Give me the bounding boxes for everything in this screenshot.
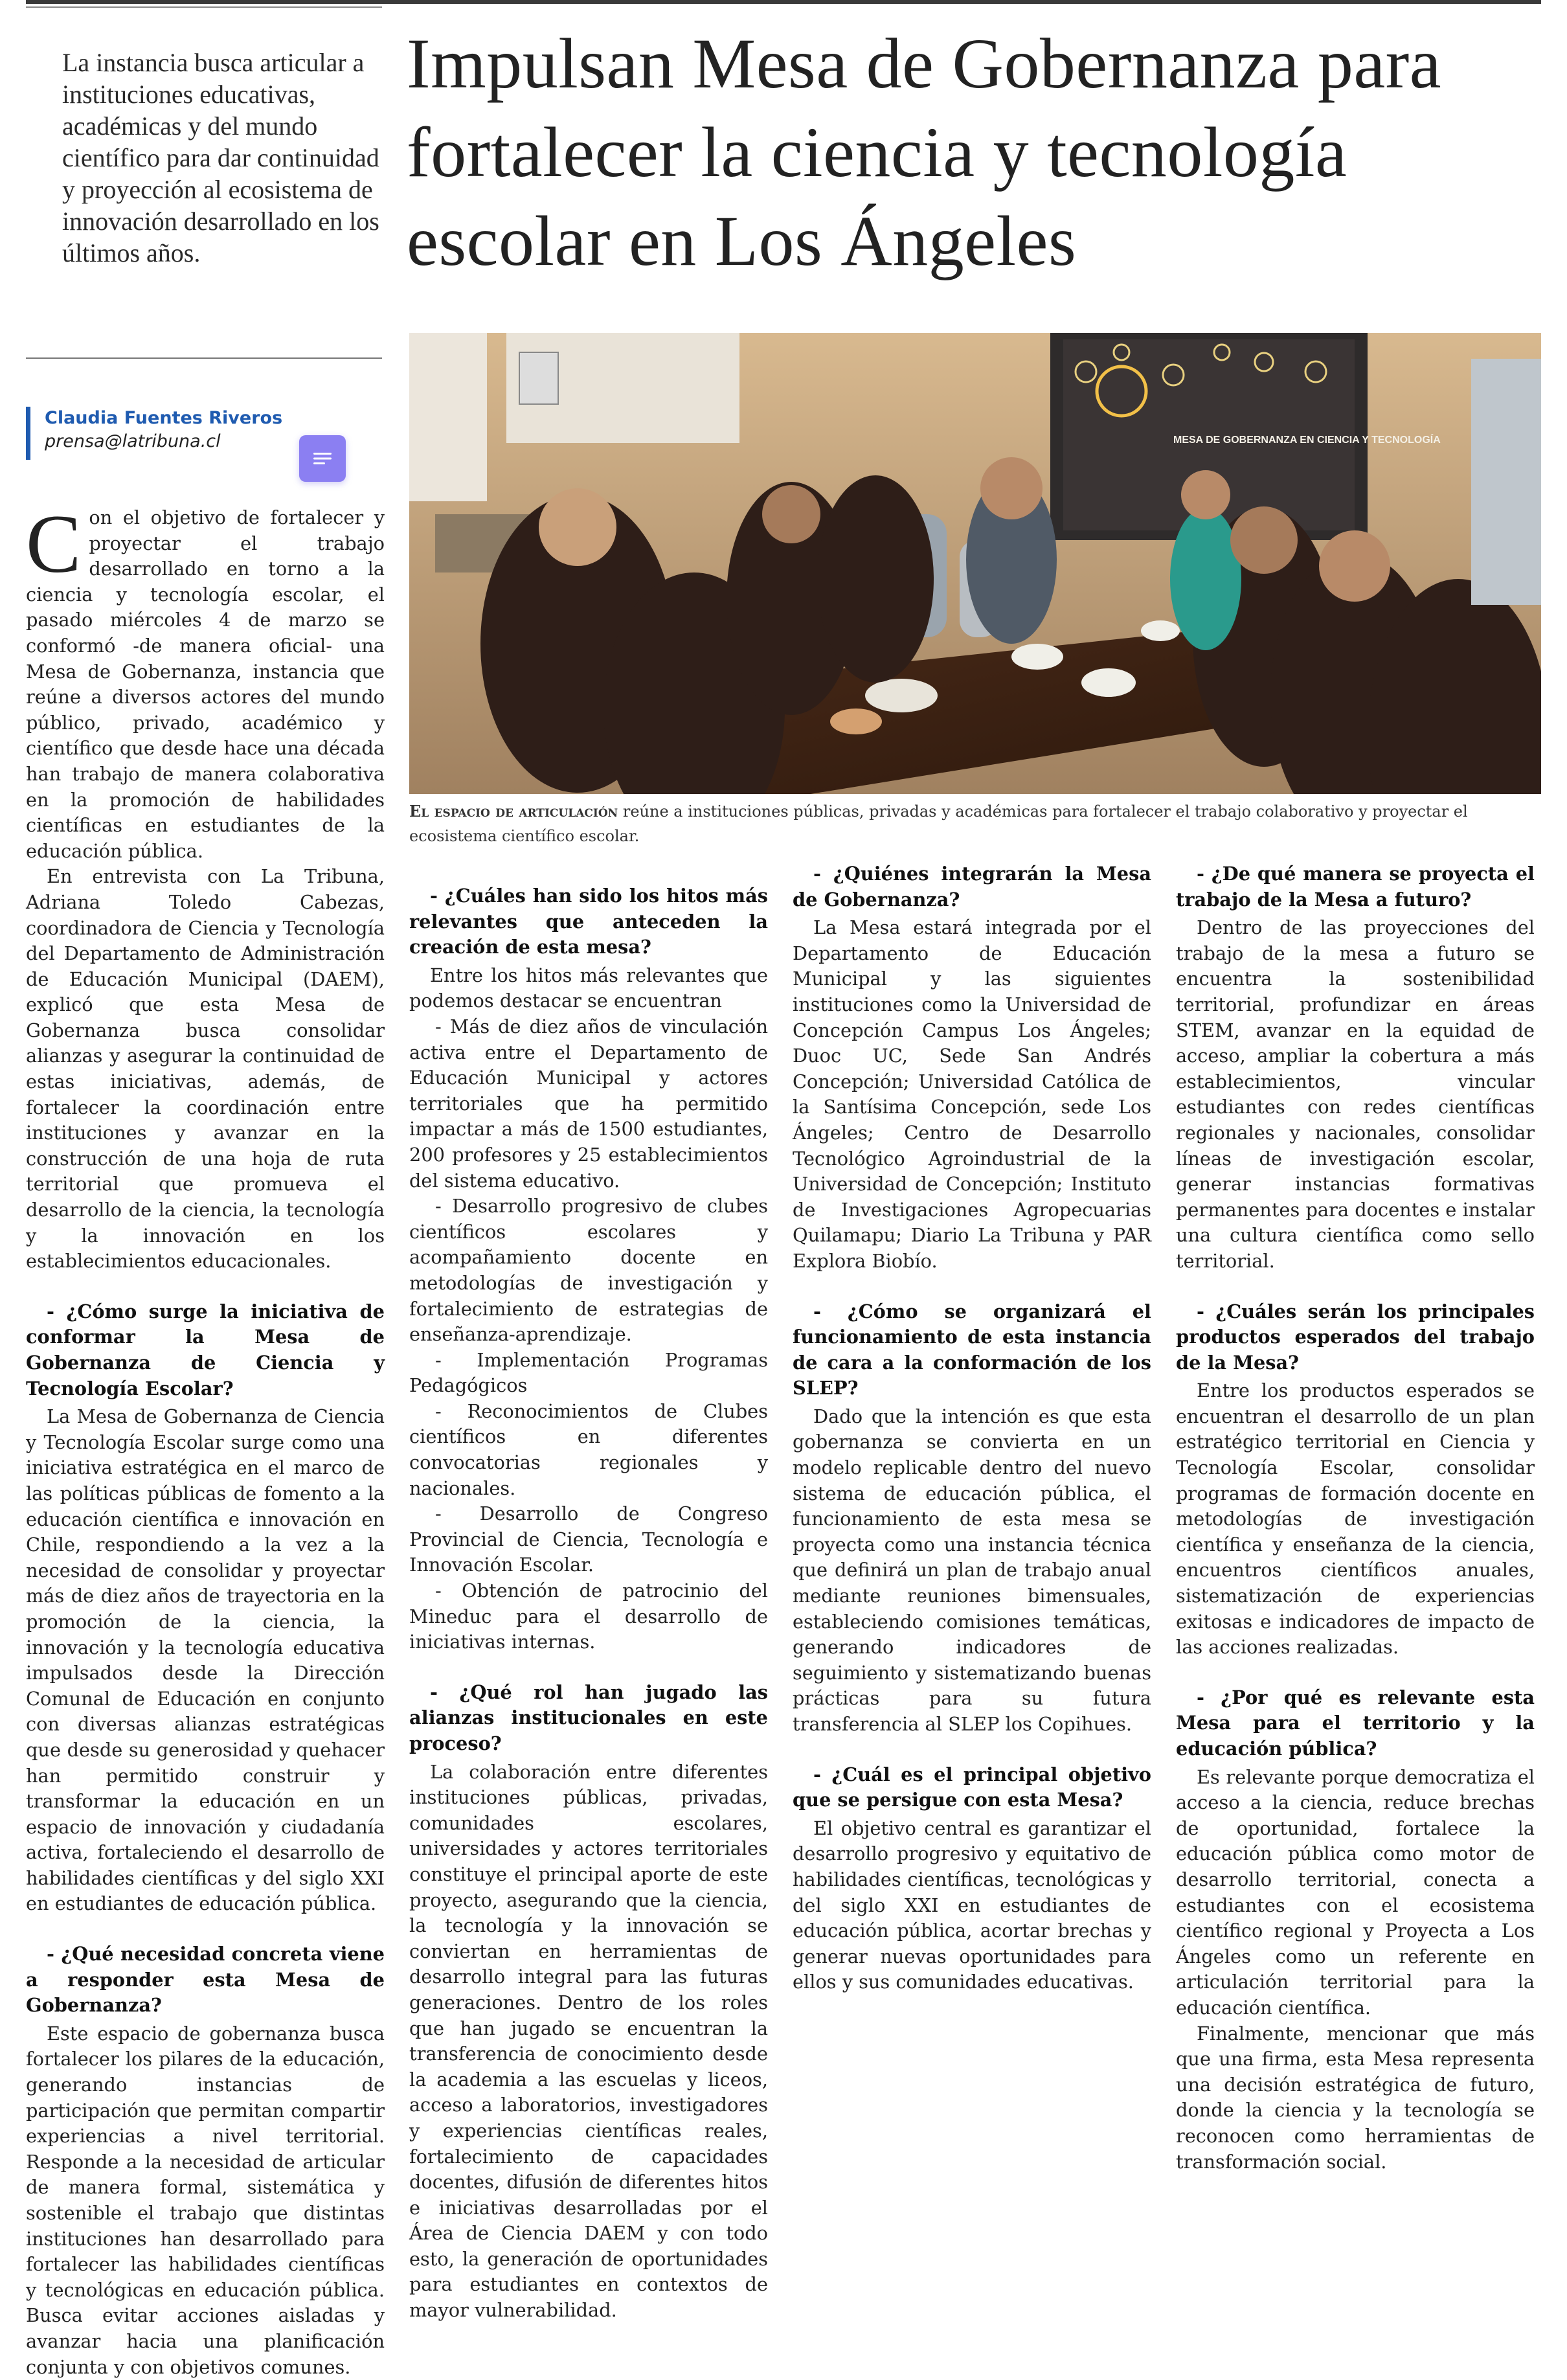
- list-item: - Implementación Programas Pedagógicos: [409, 1348, 768, 1397]
- intro-paragraph: [26, 498, 385, 864]
- top-rule: [26, 6, 382, 8]
- question-heading: - ¿Cuál es el principal objetivo que se persigue con esta Mesa?: [793, 1763, 1151, 1811]
- question-heading: - ¿Qué necesidad concreta viene a responder esta Mesa de Gobernanza?: [26, 1943, 385, 2017]
- dropcap: C: [26, 498, 82, 590]
- question-heading: - ¿Por qué es relevante esta Mesa para el territorio y la educación pública?: [1176, 1686, 1535, 1760]
- column-2: [409, 859, 768, 2324]
- answer-paragraph: Es relevante porque democratiza el acceso a la ciencia, reduce brechas de oportunidad, fortalece la educación pública como motor de desarrollo territorial, conecta a estudiantes con el ecosistema científico regional y Proyecta a Los Ángeles como un referente en articulación territorial para la educación científica.: [1176, 1765, 1535, 2019]
- article-photo: [409, 333, 1541, 794]
- list-item: - Más de diez años de vinculación activa entre el Departamento de Educación Municipal y actores territoriales que ha permitido impactar a más de 1500 estudiantes, 200 profesores y 25 establecimientos del sistema educativo.: [409, 1015, 768, 1192]
- headline: Impulsan Mesa de Gobernanza para fortalecer la ciencia y tecnología escolar en Los Ángeles: [407, 24, 1442, 280]
- column-3: [793, 859, 1151, 1995]
- answer-paragraph: Este espacio de gobernanza busca fortalecer los pilares de la educación, generando instancias de participación que permitan compartir experiencias a nivel territorial. Responde a la necesidad de articular de manera formal, sistemática y sostenible el trabajo que distintas instituciones han desarrollado para fortalecer las habilidades científicas y tecnológicas en educación pública. Busca evitar acciones aisladas y avanzar hacia una planificación conjunta y con objetivos comunes.: [26, 2022, 385, 2378]
- lead-divider: [26, 357, 382, 359]
- list-item: - Desarrollo de Congreso Provincial de Ciencia, Tecnología e Innovación Escolar.: [409, 1502, 768, 1576]
- answer-paragraph: Dado que la intención es que esta gobernanza se convierta en un modelo replicable dentro del nuevo sistema de educación pública, el funcionamiento de esta mesa se proyecta como una instancia técnica que definirá un plan de trabajo anual mediante reuniones bimensuales, estableciendo comisiones temáticas, generando indicadores de seguimiento y sistematizando buenas prácticas para su futura transferencia al SLEP los Copihues.: [793, 1405, 1151, 1735]
- photo-caption: [409, 799, 1541, 848]
- question-heading: - ¿Qué rol han jugado las alianzas institucionales en este proceso?: [409, 1681, 768, 1754]
- column-4: [1176, 859, 1535, 2175]
- byline: [26, 407, 282, 460]
- column-1: [26, 498, 385, 2380]
- note-lines-icon-glyph: [311, 449, 333, 468]
- meeting-illustration: [409, 333, 1541, 794]
- note-lines-icon[interactable]: [299, 435, 346, 482]
- answer-paragraph: Dentro de las proyecciones del trabajo de la mesa a futuro se encuentra la sostenibilidad territorial, profundizar en áreas STEM, avanzar en la equidad de acceso, ampliar la cobertura a más establecimientos, vincular estudiantes con redes científicas regionales y nacionales, consolidar líneas de investigación escolar, generar instancias formativas permanentes para docentes e instalar una cultura científica como sello territorial.: [1176, 916, 1535, 1272]
- list-item: - Reconocimientos de Clubes científicos en diferentes convocatorias regionales y nacionales.: [409, 1400, 768, 1499]
- question-heading: - ¿Cuáles serán los principales productos esperados del trabajo de la Mesa?: [1176, 1300, 1535, 1374]
- caption-text: reúne a instituciones públicas, privadas y académicas para fortalecer el trabajo colaborativo y proyectar el ecosistema científico escolar.: [409, 802, 1468, 845]
- intro-text: on el objetivo de fortalecer y proyectar el trabajo desarrollado en torno a la ciencia y tecnología escolar, el pasado miércoles 4 de marzo se conformó -de manera oficial- una Mesa de Gobernanza, instancia que reúne a diversos actores del mundo público, privado, académico y científico que desde hace una década han trabajo de manera colaborativa en la promoción de habilidades científicas en estudiantes de la educación pública.: [26, 506, 385, 862]
- answer-paragraph: La Mesa de Gobernanza de Ciencia y Tecnología Escolar surge como una iniciativa estratégica en el marco de las políticas públicas de fomento a la educación científica e innovación en Chile, respondiendo a la vez a la necesidad de consolidar y proyectar más de diez años de trayectoria en la promoción de la ciencia, la innovación y la tecnología educativa impulsados desde la Dirección Comunal de Educación en conjunto con diversas alianzas estratégicas que desde su generosidad y quehacer han permitido construir y transformar la educación en un espacio de innovación y ciudadanía activa, fortaleciendo el desarrollo de habilidades científicas y del siglo XXI en estudiantes de educación pública.: [26, 1405, 385, 1915]
- author-name: Claudia Fuentes Riveros: [45, 408, 283, 428]
- answer-paragraph: El objetivo central es garantizar el desarrollo progresivo y equitativo de habilidades científicas, tecnológicas y del siglo XXI en estudiantes de educación pública, acortar brechas y generar nuevas oportunidades para ellos y sus comunidades educativas.: [793, 1817, 1151, 1993]
- question-heading: - ¿De qué manera se proyecta el trabajo de la Mesa a futuro?: [1176, 863, 1535, 911]
- answer-paragraph: Entre los productos esperados se encuentran el desarrollo de un plan estratégico territorial en Ciencia y Tecnología Escolar, consolidar programas de formación docente en metodologías de investigación científica y enseñanza de la ciencia, encuentros científicos anuales, sistematización de experiencias exitosas e indicadores de impacto de las acciones realizadas.: [1176, 1379, 1535, 1659]
- list-item: - Obtención de patrocinio del Mineduc para el desarrollo de iniciativas internas.: [409, 1580, 768, 1653]
- answer-paragraph: La colaboración entre diferentes instituciones públicas, privadas, comunidades escolares, universidades y actores territoriales constituye el principal aporte de este proyecto, asegurando que la ciencia, la tecnología y la innovación se conviertan en herramientas de desarrollo integral para las futuras generaciones. Dentro de los roles que han jugado se encuentran la transferencia de conocimiento desde la academia a las escuelas y liceos, acceso a laboratorios, investigadores y experiencias científicas reales, fortalecimiento de capacidades docentes, difusión de diferentes hitos e iniciativas desarrolladas por el Área de Ciencia DAEM y con todo esto, la generación de oportunidades para estudiantes en contextos de mayor vulnerabilidad.: [409, 1760, 768, 2322]
- closing-paragraph: Finalmente, mencionar que más que una firma, esta Mesa representa una decisión estratégica de futuro, donde la ciencia y la tecnología se reconocen como herramientas de transformación social.: [1176, 2022, 1535, 2173]
- caption-lead: El espacio de articulación: [409, 802, 618, 821]
- top-border: [26, 0, 1541, 4]
- question-heading: - ¿Cuáles han sido los hitos más relevantes que anteceden la creación de esta mesa?: [409, 885, 768, 958]
- answer-paragraph: La Mesa estará integrada por el Departamento de Educación Municipal y las siguientes instituciones como la Universidad de Concepción Campus Los Ángeles; Duoc UC, Sede San Andrés Concepción; Universidad Católica de la Santísima Concepción, sede Los Ángeles; Centro de Desarrollo Tecnológico Agroindustrial de la Universidad de Concepción; Instituto de Investigaciones Agropecuarias Quilamapu; Diario La Tribuna y PAR Explora Biobío.: [793, 916, 1151, 1272]
- answer-paragraph: Entre los hitos más relevantes que podemos destacar se encuentran: [409, 964, 768, 1012]
- question-heading: - ¿Cómo surge la iniciativa de conformar la Mesa de Gobernanza de Ciencia y Tecnología Escolar?: [26, 1300, 385, 1400]
- sidebar-lead: La instancia busca articular a instituciones educativas, académicas y del mundo científico para dar continuidad y proyección al ecosistema de innovación desarrollado en los últimos años.: [62, 48, 379, 267]
- author-email[interactable]: prensa@latribuna.cl: [45, 431, 221, 451]
- list-item: - Desarrollo progresivo de clubes científicos escolares y acompañamiento docente en metodologías de investigación y fortalecimiento de estrategias de enseñanza-aprendizaje.: [409, 1195, 768, 1346]
- question-heading: - ¿Quiénes integrarán la Mesa de Gobernanza?: [793, 863, 1151, 911]
- question-heading: - ¿Cómo se organizará el funcionamiento de esta instancia de cara a la conformación de los SLEP?: [793, 1300, 1151, 1400]
- screen-banner-text: MESA DE GOBERNANZA EN CIENCIA Y TECNOLOGÍA: [1173, 435, 1441, 446]
- paragraph: En entrevista con La Tribuna, Adriana Toledo Cabezas, coordinadora de Ciencia y Tecnología del Departamento de Administración de Educación Municipal (DAEM), explicó que esta Mesa de Gobernanza busca consolidar alianzas y asegurar la continuidad de estas iniciativas, además, de fortalecer la coordinación entre instituciones y avanzar en la construcción de una hoja de ruta territorial que promueva el desarrollo de la ciencia, la tecnología y la innovación en los establecimientos educacionales.: [26, 865, 385, 1273]
